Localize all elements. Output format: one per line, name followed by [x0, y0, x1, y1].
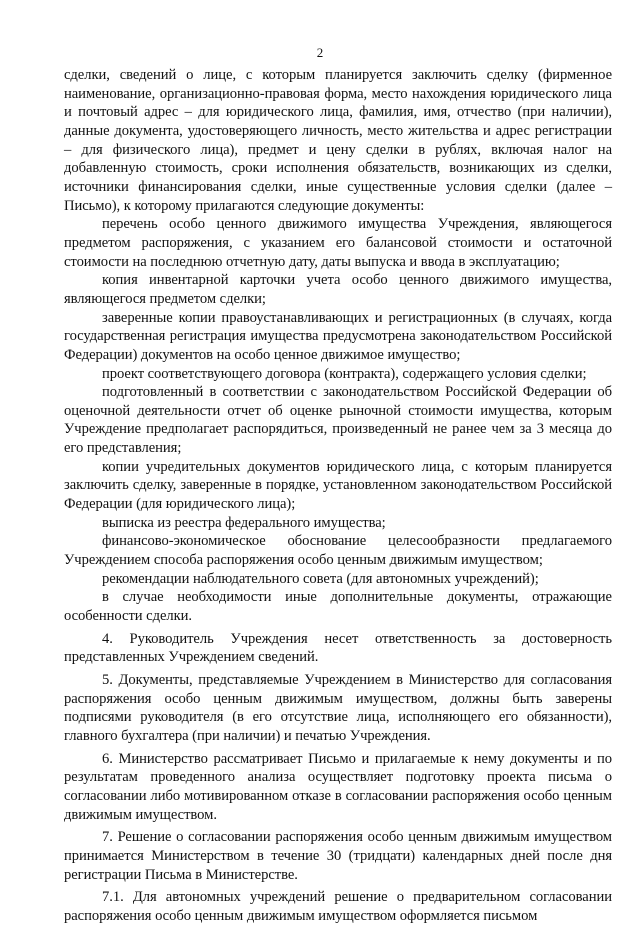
paragraph-item-7: 7. Решение о согласовании распоряжения особо ценным движимым имуществом принимается Министерством в течение 30 (тридцати) календарных дней после дня регистрации Письма в Министерстве.: [64, 829, 612, 883]
paragraph-inventory-card: копия инвентарной карточки учета особо ценного движимого имущества, являющегося предметом сделки;: [64, 272, 612, 307]
paragraph-item-7-1: 7.1. Для автономных учреждений решение о предварительном согласовании распоряжения особо ценным движимым имуществом оформляется письмом: [64, 889, 612, 924]
paragraph-valuation-report: подготовленный в соответствии с законодательством Российской Федерации об оценочной деятельности отчет об оценке рыночной стоимости имущества, которым Учреждение предполагает распорядиться, произведенный не ранее чем за 3 месяца до его представления;: [64, 384, 612, 457]
paragraph-registry-extract: выписка из реестра федерального имущества;: [102, 514, 386, 531]
paragraph-asset-list: перечень особо ценного движимого имущества Учреждения, являющегося предметом распоряжения, с указанием его балансовой стоимости и остаточной стоимости на последнюю отчетную дату, даты выпуска и ввода в эксплуатацию;: [64, 216, 612, 270]
paragraph-economic-justification: финансово-экономическое обоснование целесообразности предлагаемого Учреждением способа распоряжения особо ценным движимым имуществом;: [64, 533, 612, 569]
paragraph-item-6: 6. Министерство рассматривает Письмо и прилагаемые к нему документы и по результатам проведенного анализа осуществляет подготовку проекта письма о согласовании либо мотивированном отказе в согласовании распоряжения особо ценным движимым имуществом.: [64, 750, 612, 823]
paragraph-item-5: 5. Документы, представляемые Учреждением в Министерство для согласования распоряжения особо ценным движимым имуществом, должны быть заверены подписями руководителя (в его отсутствие лица, исполняющего его обязанности), главного бухгалтера (при наличии) и печатью Учреждения.: [64, 672, 612, 744]
paragraph-founding-documents: копии учредительных документов юридического лица, с которым планируется заключить сделку, заверенные в порядке, установленном законодательством Российской Федерации (для юридического лица);: [64, 458, 612, 513]
paragraph-additional-documents: в случае необходимости иные дополнительные документы, отражающие особенности сделки.: [64, 589, 612, 625]
paragraph-draft-contract: проект соответствующего договора (контракта), содержащего условия сделки;: [102, 365, 587, 382]
paragraph-request-letter-continuation: сделки, сведений о лице, с которым планируется заключить сделку (фирменное наименование, организационно-правовая форма, место нахождения юридического лица и почтовый адрес – для юридического лица, фамилия, имя, отчество (при наличии), данные документа, удостоверяющего личность, место жительства и адрес регистрации – для физического лица), предмет и цену сделки в рублях, включая налог на добавленную стоимость, сроки исполнения обязательств, возникающих из сделки, источники финансирования сделки, иные существенные условия сделки (далее – Письмо), к которому прилагаются следующие документы:: [64, 67, 612, 214]
document-body: [64, 66, 612, 926]
paragraph-supervisory-board: рекомендации наблюдательного совета (для автономных учреждений);: [102, 570, 539, 587]
page-number: 2: [316, 45, 324, 60]
paragraph-title-documents: заверенные копии правоустанавливающих и регистрационных (в случаях, когда государственная регистрация имущества предусмотрена законодательством Российской Федерации) документов на особо ценное движимое имущество;: [64, 309, 612, 363]
paragraph-item-4: 4. Руководитель Учреждения несет ответственность за достоверность представленных Учреждением сведений.: [64, 630, 612, 666]
